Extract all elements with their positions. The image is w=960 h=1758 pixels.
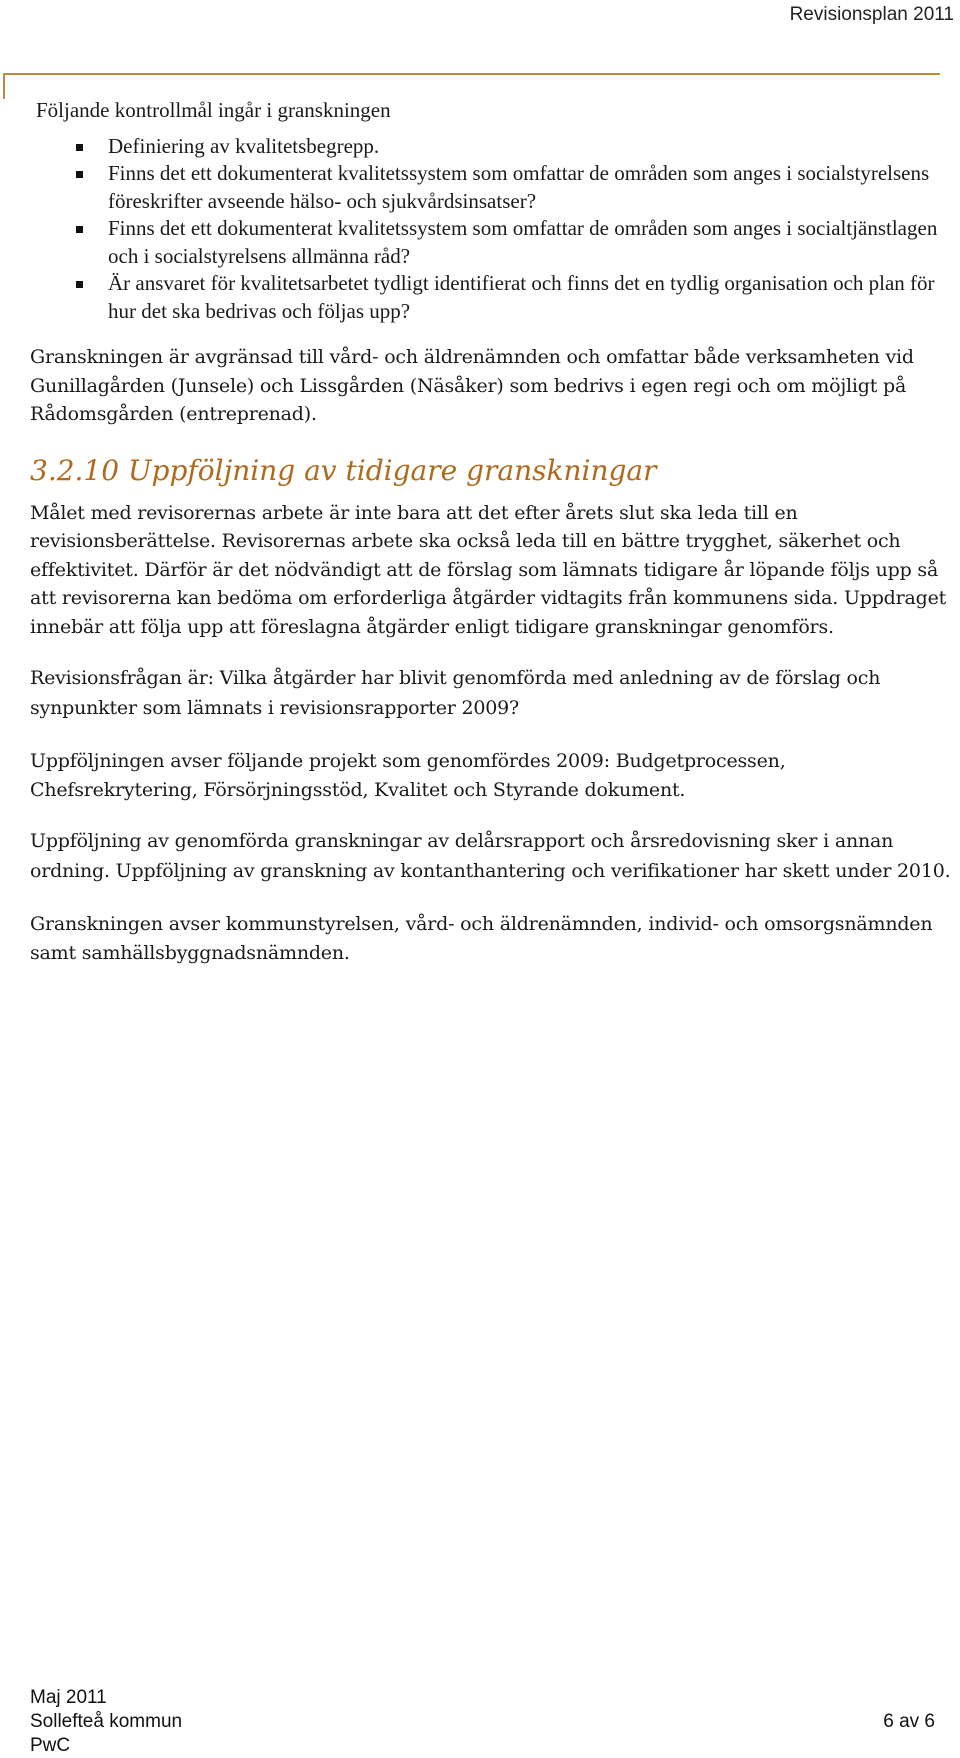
list-item bbox=[108, 160, 955, 215]
control-objectives-list bbox=[30, 133, 955, 326]
paragraph-other-followups: Uppföljning av genomförda granskningar av delårsrapport och årsredovisning sker i annan ordning. Uppföljning av granskning av kontanthantering och verifikationer har skett under 2010. bbox=[30, 830, 951, 882]
section-heading: 3.2.10 Uppföljning av tidigare granskningar bbox=[30, 453, 657, 487]
header-rule bbox=[3, 73, 940, 75]
paragraph-followup-projects: Uppföljningen avser följande projekt som genomfördes 2009: Budgetprocessen, Chefsrekrytering, Försörjningsstöd, Kvalitet och Styrande dokument. bbox=[30, 750, 786, 801]
header-rule-corner bbox=[3, 73, 5, 99]
page-footer bbox=[30, 1686, 935, 1758]
square-bullet-icon bbox=[76, 281, 83, 288]
list-item-text: Definiering av kvalitetsbegrepp. bbox=[108, 133, 380, 158]
paragraph-goal: Målet med revisorernas arbete är inte bara att det efter årets slut ska leda till en revisionsberättelse. Revisorernas arbete ska också leda till en bättre trygghet, säkerhet och effektivitet. Därför är det nödvändigt att de förslag som lämnats tidigare år löpande följs upp så att revisorerna kan bedöma om erforderliga åtgärder vidtagits från kommunens sida. Uppdraget innebär att följa upp att föreslagna åtgärder enligt tidigare granskningar genomförs. bbox=[30, 501, 947, 638]
intro-text: Följande kontrollmål ingår i granskningen bbox=[36, 98, 391, 122]
footer-firm: PwC bbox=[30, 1735, 71, 1756]
list-item-text: Finns det ett dokumenterat kvalitetssystem som omfattar de områden som anges i socialtjänstlagen och i socialstyrelsens allmänna råd? bbox=[108, 216, 938, 268]
paragraph-audited-bodies: Granskningen avser kommunstyrelsen, vård- och äldrenämnden, individ- och omsorgsnämnden samt samhällsbyggnadsnämnden. bbox=[30, 913, 933, 964]
square-bullet-icon bbox=[76, 144, 83, 151]
list-item-text: Är ansvaret för kvalitetsarbetet tydligt identifierat och finns det en tydlig organisation och plan för hur det ska bedrivas och följas upp? bbox=[108, 271, 935, 323]
main-content bbox=[30, 96, 955, 989]
list-item bbox=[108, 270, 955, 325]
square-bullet-icon bbox=[76, 226, 83, 233]
list-item-text: Finns det ett dokumenterat kvalitetssystem som omfattar de områden som anges i socialstyrelsens föreskrifter avseende hälso- och sjukvårdsinsatser? bbox=[108, 161, 930, 213]
paragraph-audit-question: Revisionsfrågan är: Vilka åtgärder har blivit genomförda med anledning av de förslag och synpunkter som lämnats i revisionsrapporter 2009? bbox=[30, 667, 881, 719]
square-bullet-icon bbox=[76, 171, 83, 178]
list-item bbox=[108, 133, 955, 161]
page-header bbox=[0, 0, 960, 80]
list-item bbox=[108, 215, 955, 270]
document-title: Revisionsplan 2011 bbox=[789, 4, 954, 25]
scope-paragraph: Granskningen är avgränsad till vård- och äldrenämnden och omfattar både verksamheten vid Gunillagården (Junsele) och Lissgården (Näsåker) som bedrivs i egen regi och om möjligt på Rådomsgården (entreprenad). bbox=[30, 346, 914, 425]
footer-date: Maj 2011 bbox=[30, 1687, 107, 1708]
page-number: 6 av 6 bbox=[883, 1711, 935, 1732]
footer-organization: Sollefteå kommun bbox=[30, 1711, 183, 1732]
